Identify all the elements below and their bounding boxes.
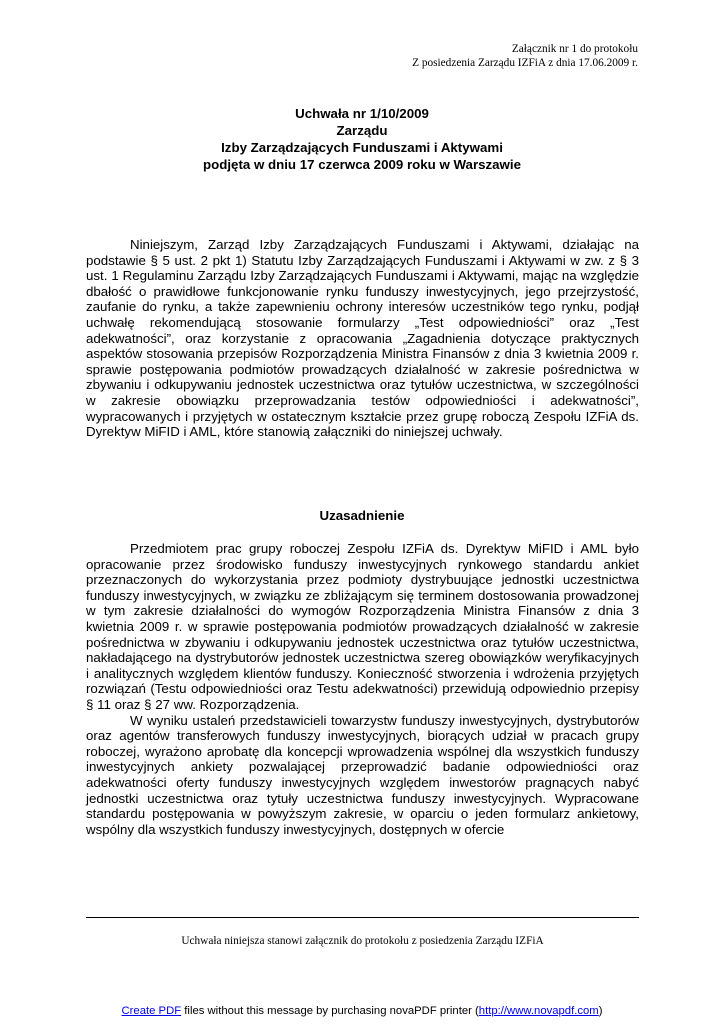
banner-text: files without this message by purchasing novaPDF printer ( xyxy=(181,1005,479,1017)
attachment-note-line-1: Załącznik nr 1 do protokołu xyxy=(511,43,638,55)
attachment-note-line-2: Z posiedzenia Zarządu IZFiA z dnia 17.06.2009 r. xyxy=(412,57,638,69)
resolution-title xyxy=(86,105,638,173)
pdf-banner xyxy=(0,1004,724,1018)
attachment-note xyxy=(412,42,638,70)
title-line-3: Izby Zarządzających Funduszami i Aktywami xyxy=(221,140,503,155)
create-pdf-link[interactable]: Create PDF xyxy=(121,1005,182,1017)
title-line-2: Zarządu xyxy=(336,123,388,138)
footer-divider xyxy=(86,917,639,918)
resolution-body xyxy=(86,237,639,440)
justification-paragraph-1: Przedmiotem prac grupy roboczej Zespołu IZFiA ds. Dyrektyw MiFID i AML było opracowanie przez środowisko funduszy inwestycyjnych rynkowego standardu ankiet przeznaczonych do wykorzystania przez podmioty dystrybuujące jednostki uczestnictwa funduszy inwestycyjnych, w związku ze zbliżającym się terminem dostosowania prowadzonej w tym zakresie działalności do wymogów Rozporządzenia Ministra Finansów z dnia 3 kwietnia 2009 r. w sprawie postępowania podmiotów prowadzących działalność w zakresie pośrednictwa w zbywaniu i odkupywaniu jednostek uczestnictwa oraz tytułów uczestnictwa, nakładającego na dystrybutorów jednostek uczestnictwa szereg obowiązków weryfikacyjnych i analitycznych względem klientów funduszy. Konieczność stworzenia i wdrożenia przyjętych rozwiązań (Testu odpowiedniości oraz Testu adekwatności) przewidują odpowiednio przepisy § 11 oraz § 27 ww. Rozporządzenia. xyxy=(86,541,639,712)
justification-heading: Uzasadnienie xyxy=(319,508,405,523)
justification-paragraph-2: W wyniku ustaleń przedstawicieli towarzystw funduszy inwestycyjnych, dystrybutorów oraz agentów transferowych funduszy inwestycyjnych, biorących udział w pracach grupy roboczej, wyrażono aprobatę dla koncepcji wprowadzenia wspólnej dla wszystkich funduszy inwestycyjnych ankiety pozwalającej przeprowadzić badanie odpowiedniości oraz adekwatności oferty funduszy inwestycyjnych względem inwestorów pragnących nabyć jednostki uczestnictwa oraz tytuły uczestnictwa funduszy inwestycyjnych. Wypracowane standardu postępowania w powyższym zakresie, w oparciu o jeden formularz ankietowy, wspólny dla wszystkich funduszy inwestycyjnych, dostępnych w ofercie xyxy=(86,712,639,837)
footer-note: Uchwała niniejsza stanowi załącznik do protokołu z posiedzenia Zarządu IZFiA xyxy=(181,935,544,947)
banner-close: ) xyxy=(598,1005,603,1017)
title-line-4: podjęta w dniu 17 czerwca 2009 roku w Warszawie xyxy=(202,157,521,172)
title-line-1: Uchwała nr 1/10/2009 xyxy=(295,106,429,121)
novapdf-link[interactable]: http://www.novapdf.com xyxy=(478,1005,599,1017)
justification-body xyxy=(86,541,639,837)
resolution-paragraph: Niniejszym, Zarząd Izby Zarządzających Funduszami i Aktywami, działając na podstawie § 5 ust. 2 pkt 1) Statutu Izby Zarządzających Funduszami i Aktywami w zw. z § 3 ust. 1 Regulaminu Zarządu Izby Zarządzających Funduszami i Aktywami, mając na względzie dbałość o prawidłowe funkcjonowanie rynku funduszy inwestycyjnych, jego przejrzystość, zaufanie do rynku, a także zapewnieniu ochrony interesów uczestników tego rynku, podjął uchwałę rekomendującą stosowanie formularzy „Test odpowiedniości” oraz „Test adekwatności”, oraz korzystanie z opracowania „Zagadnienia dotyczące praktycznych aspektów stosowania przepisów Rozporządzenia Ministra Finansów z dnia 3 kwietnia 2009 r. sprawie postępowania podmiotów prowadzących działalność w zakresie pośrednictwa w zbywaniu i odkupywaniu jednostek uczestnictwa oraz tytułów uczestnictwa, w szczególności w zakresie obowiązku przeprowadzania testów odpowiedniości i adekwatności”, wypracowanych i przyjętych w ostatecznym kształcie przez grupę roboczą Zespołu IZFiA ds. Dyrektyw MiFID i AML, które stanowią załączniki do niniejszej uchwały. xyxy=(86,237,639,440)
